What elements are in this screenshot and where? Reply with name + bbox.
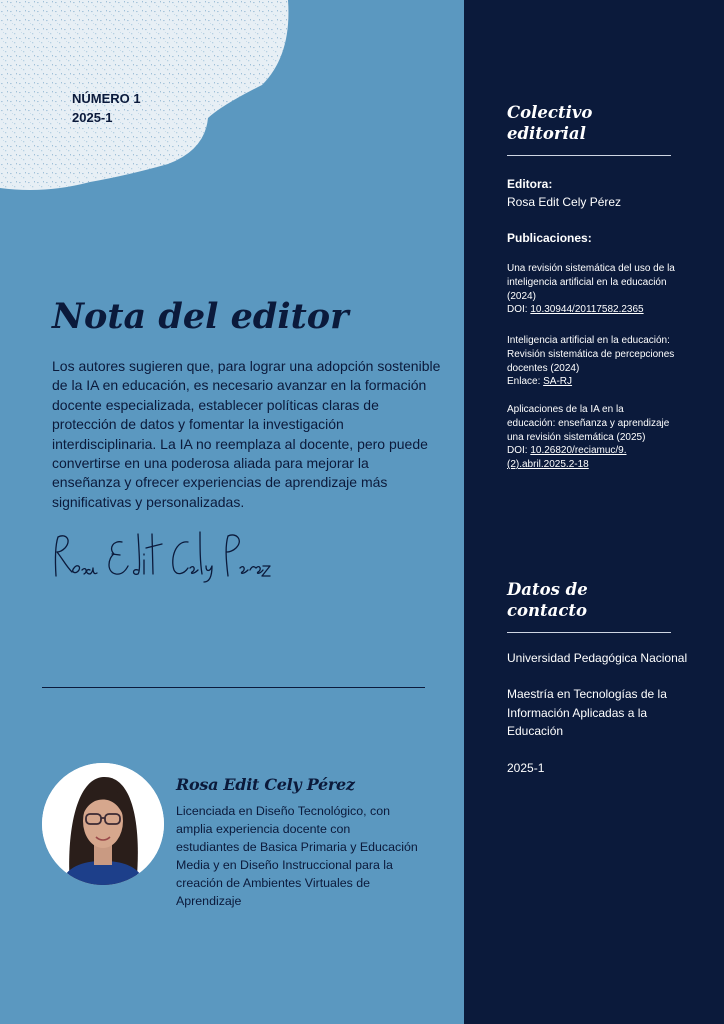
colectivo-editorial-heading	[507, 102, 592, 144]
body-line: Los autores sugieren que, para lograr una adopción sostenible	[52, 358, 441, 374]
contact-period: 2025-1	[507, 761, 545, 775]
publication-line: Aplicaciones de la IA en la	[507, 404, 624, 415]
body-line: protección de datos y fomentar la investigación	[52, 416, 344, 433]
heading-line: Colectivo	[507, 103, 593, 122]
link-prefix: DOI:	[507, 445, 531, 457]
program-line: Maestría en Tecnologías de la	[507, 687, 667, 701]
author-avatar	[42, 763, 164, 885]
publication-line: (2024)	[507, 290, 536, 302]
body-line: significativas y personalizadas.	[52, 493, 245, 510]
publication-doi-link[interactable]: 10.30944/20117582.2365	[530, 304, 644, 316]
body-line: docente especializada, establecer políticas claras de	[52, 396, 379, 413]
publication-item	[507, 334, 712, 389]
publication-link-row	[507, 303, 712, 317]
publication-line: Una revisión sistemática del uso de la	[507, 263, 675, 274]
publication-line: una revisión sistemática (2025)	[507, 431, 646, 443]
publication-line: Revisión sistemática de percepciones	[507, 348, 675, 360]
publication-item	[507, 403, 712, 472]
contact-program	[507, 685, 717, 741]
handwritten-signature	[50, 528, 272, 584]
bio-line: amplia experiencia docente con	[176, 822, 351, 836]
bio-line: estudiantes de Basica Primaria y Educación	[176, 840, 418, 854]
bio-line: Aprendizaje	[176, 894, 242, 908]
publication-line: educación: enseñanza y aprendizaje	[507, 417, 670, 429]
issue-number: NÚMERO 1	[72, 91, 141, 106]
issue-period: 2025-1	[72, 110, 113, 125]
publication-enlace-link[interactable]: SA-RJ	[543, 376, 573, 388]
publications-label: Publicaciones:	[507, 231, 592, 245]
body-line: convertirse en una poderosa aliada para mejorar la	[52, 455, 369, 472]
publication-item	[507, 262, 712, 317]
author-portrait-illustration	[42, 763, 164, 885]
publication-doi-link-cont[interactable]: (2).abril.2025.2-18	[507, 459, 589, 471]
link-prefix: DOI:	[507, 304, 531, 316]
editor-label: Editora:	[507, 177, 553, 191]
heading-line: contacto	[507, 601, 588, 620]
heading-rule	[507, 155, 671, 156]
publication-doi-link[interactable]: 10.26820/reciamuc/9.	[530, 445, 627, 457]
contact-university: Universidad Pedagógica Nacional	[507, 651, 688, 665]
publication-link-row	[507, 375, 712, 389]
publication-line: docentes (2024)	[507, 362, 580, 374]
heading-rule	[507, 632, 671, 633]
page-title: Nota del editor	[52, 296, 349, 337]
sidebar	[464, 0, 724, 1024]
issue-info	[72, 89, 141, 127]
publication-link-row	[507, 444, 712, 458]
heading-line: Datos de	[507, 580, 588, 599]
author-name: Rosa Edit Cely Pérez	[176, 775, 355, 794]
bio-line: creación de Ambientes Virtuales de	[176, 876, 371, 890]
speckled-cloud-decoration	[0, 0, 300, 200]
body-line: de la IA en educación, es necesario avanzar en la formación	[52, 377, 427, 394]
program-line: Información Aplicadas a la	[507, 705, 648, 720]
publication-line: inteligencia artificial en la educación	[507, 276, 667, 288]
editor-note-body	[52, 357, 444, 512]
body-line: interdisciplinaria. La IA no reemplaza al docente, pero puede	[52, 435, 428, 452]
author-bio	[176, 802, 426, 910]
link-prefix: Enlace:	[507, 376, 544, 388]
datos-contacto-heading	[507, 579, 588, 621]
bio-line: Licenciada en Diseño Tecnológico, con	[176, 804, 390, 818]
body-line: enseñanza y ofrecer experiencias de aprendizaje más	[52, 474, 388, 491]
publication-line: Inteligencia artificial en la educación:	[507, 335, 670, 346]
heading-line: editorial	[507, 124, 586, 143]
bio-line: Media y en Diseño Instruccional para la	[176, 858, 393, 872]
program-line: Educación	[507, 724, 564, 738]
section-divider	[42, 687, 425, 688]
editor-name: Rosa Edit Cely Pérez	[507, 195, 622, 209]
